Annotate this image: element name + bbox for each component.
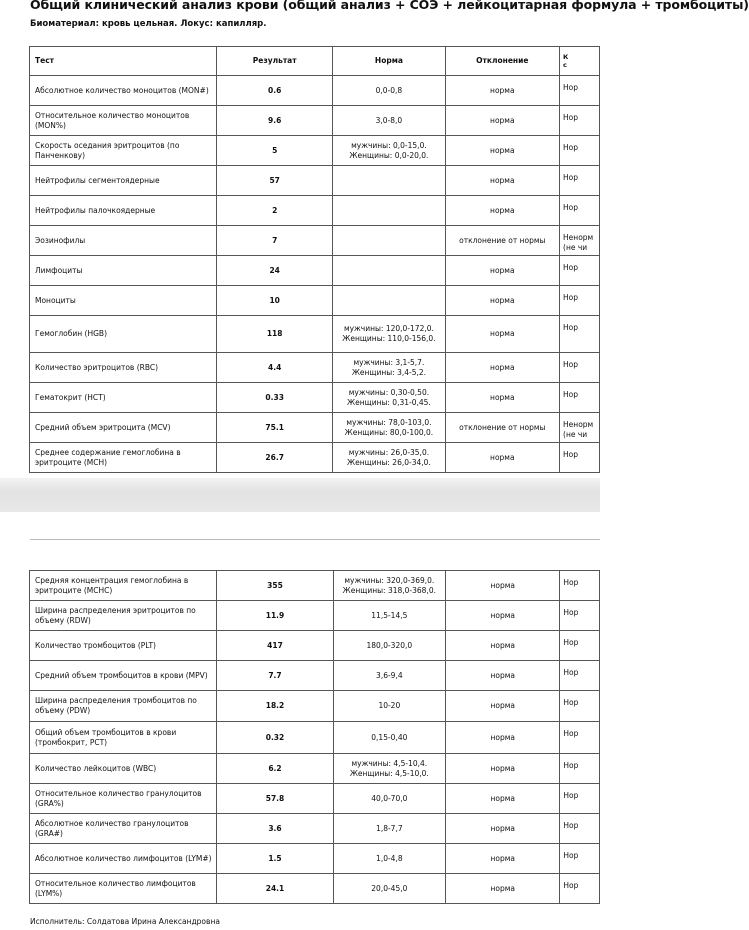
result-value-line: 7.7 xyxy=(268,670,282,680)
header-test: Тест xyxy=(30,47,217,76)
deviation-value-line: норма xyxy=(490,732,516,742)
deviation-value xyxy=(446,784,560,814)
result-value-line: 3.6 xyxy=(268,823,282,833)
result-value xyxy=(217,754,333,784)
comment-value-line: Нор xyxy=(563,360,579,369)
comment-value xyxy=(560,166,600,196)
test-name xyxy=(30,661,217,691)
table-row xyxy=(30,601,600,631)
deviation-value-line: норма xyxy=(490,640,516,650)
test-name-line: Нейтрофилы палочкоядерные xyxy=(35,205,156,215)
test-name xyxy=(30,136,217,166)
norm-value-line: мужчины: 0,0-15,0. xyxy=(351,140,427,150)
deviation-value-line: норма xyxy=(490,265,515,275)
test-name xyxy=(30,106,217,136)
comment-value xyxy=(560,443,600,473)
norm-value-line: 3,6-9,4 xyxy=(376,670,403,680)
norm-value-line: 11,5-14,5 xyxy=(371,610,408,620)
test-name-line: Общий объем тромбоцитов в крови (тромбокрит, PCT) xyxy=(35,727,177,747)
deviation-value xyxy=(446,691,560,722)
test-name-line: Моноциты xyxy=(35,295,76,305)
result-value xyxy=(217,443,333,473)
test-name xyxy=(30,196,217,226)
norm-value-line: 0,15-0,40 xyxy=(371,732,408,742)
results-table-page-1 xyxy=(29,46,600,473)
comment-value-line: Нор xyxy=(563,203,579,212)
table-row xyxy=(30,196,600,226)
comment-value-line: Нор xyxy=(563,83,579,92)
result-value xyxy=(217,413,333,443)
table-row xyxy=(30,166,600,196)
comment-value-line: Нор xyxy=(563,263,579,272)
table-row xyxy=(30,383,600,413)
norm-value xyxy=(333,691,446,722)
deviation-value xyxy=(445,166,559,196)
test-name-line: Количество лейкоцитов (WBC) xyxy=(35,763,157,773)
norm-value xyxy=(333,353,445,383)
result-value-line: 417 xyxy=(267,640,283,650)
comment-value xyxy=(560,226,600,256)
deviation-value xyxy=(446,601,560,631)
norm-value-line: мужчины: 3,1-5,7. xyxy=(353,357,425,367)
deviation-value-line: норма xyxy=(490,580,516,590)
table-row xyxy=(30,722,600,754)
result-value xyxy=(217,316,333,353)
comment-value xyxy=(560,784,600,814)
result-value xyxy=(217,136,333,166)
norm-value-line: 3,0-8,0 xyxy=(375,115,403,125)
deviation-value xyxy=(445,256,559,286)
comment-value-line: Нор xyxy=(563,450,579,459)
comment-value-line: Нор xyxy=(563,113,579,122)
comment-value xyxy=(560,76,600,106)
norm-value-line: мужчины: 4,5-10,4. xyxy=(351,758,428,768)
norm-value xyxy=(333,844,446,874)
test-name-line: Гематокрит (HCT) xyxy=(35,392,106,402)
test-name xyxy=(30,631,217,661)
norm-value xyxy=(333,106,445,136)
test-name xyxy=(30,601,217,631)
result-value-line: 4.4 xyxy=(268,362,282,372)
norm-value xyxy=(333,256,445,286)
result-value-line: 0.32 xyxy=(265,732,285,742)
table-row xyxy=(30,631,600,661)
norm-value-line: 0,0-0,8 xyxy=(375,85,403,95)
comment-value xyxy=(560,136,600,166)
test-name xyxy=(30,286,217,316)
report-page-2 xyxy=(0,512,600,930)
results-body-page-1 xyxy=(30,76,600,473)
table-row xyxy=(30,353,600,383)
norm-value-line: Женщины: 4,5-10,0. xyxy=(349,768,429,778)
norm-value-line: 10-20 xyxy=(378,701,401,710)
deviation-value-line: норма xyxy=(490,883,516,893)
result-value xyxy=(217,814,333,844)
norm-value-line: мужчины: 320,0-369,0. xyxy=(344,575,435,585)
deviation-value xyxy=(445,76,559,106)
result-value xyxy=(217,844,333,874)
norm-value-line: 1,0-4,8 xyxy=(376,853,403,863)
comment-value xyxy=(560,661,600,691)
norm-value xyxy=(333,196,445,226)
table-row xyxy=(30,844,600,874)
result-value-line: 18.2 xyxy=(265,701,285,710)
comment-value xyxy=(560,316,600,353)
header-result: Результат xyxy=(217,47,333,76)
result-value-line: 26.7 xyxy=(265,452,284,462)
comment-value xyxy=(560,754,600,784)
comment-value-line: (не чи xyxy=(563,430,588,439)
norm-value xyxy=(333,286,445,316)
result-value-line: 1.5 xyxy=(268,853,282,863)
table-row xyxy=(30,316,600,353)
comment-value-line: Нор xyxy=(563,851,579,860)
deviation-value-line: норма xyxy=(490,793,516,803)
table-row xyxy=(30,76,600,106)
deviation-value xyxy=(445,413,559,443)
test-name-line: Абсолютное количество гранулоцитов (GRA#) xyxy=(35,818,189,838)
test-name xyxy=(30,571,217,601)
table-row xyxy=(30,814,600,844)
norm-value xyxy=(333,443,445,473)
deviation-value-line: норма xyxy=(490,701,516,710)
test-name xyxy=(30,413,217,443)
result-value xyxy=(217,166,333,196)
norm-value xyxy=(333,754,446,784)
comment-value-line: Нор xyxy=(563,729,579,738)
result-value xyxy=(217,784,333,814)
test-name-line: Абсолютное количество моноцитов (MON#) xyxy=(35,85,209,95)
comment-value xyxy=(560,571,600,601)
comment-value-line: (не чи xyxy=(563,243,588,252)
test-name xyxy=(30,76,217,106)
deviation-value-line: норма xyxy=(490,362,515,372)
result-value xyxy=(217,691,333,722)
result-value-line: 57.8 xyxy=(265,793,285,803)
test-name-line: Среднее содержание гемоглобина в эритроците (MCH) xyxy=(35,447,181,467)
comment-value-line: Нор xyxy=(563,608,579,617)
deviation-value xyxy=(446,874,560,904)
deviation-value xyxy=(446,754,560,784)
test-name xyxy=(30,166,217,196)
result-value-line: 7 xyxy=(272,235,278,245)
test-name xyxy=(30,814,217,844)
result-value xyxy=(217,76,333,106)
test-name-line: Абсолютное количество лимфоцитов (LYM#) xyxy=(35,853,212,863)
comment-value-line: Нор xyxy=(563,578,579,587)
norm-value-line: Женщины: 80,0-100,0. xyxy=(344,427,434,437)
norm-value-line: 40,0-70,0 xyxy=(371,793,408,803)
deviation-value xyxy=(446,631,560,661)
result-value xyxy=(217,256,333,286)
result-value-line: 10 xyxy=(269,295,280,305)
comment-value-line: Нор xyxy=(563,698,579,707)
deviation-value-line: норма xyxy=(490,823,516,833)
comment-value-line: Нор xyxy=(563,791,579,800)
page-separator xyxy=(0,478,600,512)
result-value xyxy=(217,286,333,316)
result-value-line: 5 xyxy=(272,145,278,155)
norm-value xyxy=(333,76,445,106)
result-value-line: 0.6 xyxy=(268,85,282,95)
norm-value-line: 1,8-7,7 xyxy=(376,823,403,833)
header-extra-line1: К xyxy=(563,53,569,61)
test-name-line: Относительное количество моноцитов (MON%) xyxy=(35,110,190,130)
test-name xyxy=(30,226,217,256)
results-body-page-2 xyxy=(30,571,600,904)
test-name xyxy=(30,316,217,353)
table-row xyxy=(30,256,600,286)
result-value xyxy=(217,383,333,413)
norm-value xyxy=(333,814,446,844)
comment-value-line: Нор xyxy=(563,638,579,647)
result-value xyxy=(217,631,333,661)
performer-footer: Исполнитель: Солдатова Ирина Александровна xyxy=(30,917,220,926)
deviation-value xyxy=(445,316,559,353)
result-value-line: 11.9 xyxy=(265,610,285,620)
result-value xyxy=(217,353,333,383)
comment-value xyxy=(560,874,600,904)
deviation-value xyxy=(445,226,559,256)
table-row xyxy=(30,691,600,722)
test-name-line: Относительное количество лимфоцитов (LYM%) xyxy=(35,878,196,898)
norm-value-line: Женщины: 318,0-368,0. xyxy=(342,585,436,595)
test-name xyxy=(30,443,217,473)
norm-value-line: 20,0-45,0 xyxy=(371,883,408,893)
header-extra xyxy=(560,47,600,76)
test-name-line: Средний объем эритроцита (MCV) xyxy=(35,422,171,432)
result-value xyxy=(217,874,333,904)
deviation-value xyxy=(445,383,559,413)
norm-value-line: Женщины: 3,4-5,2. xyxy=(351,367,427,377)
result-value xyxy=(217,106,333,136)
table-row xyxy=(30,106,600,136)
comment-value-line: Нор xyxy=(563,668,579,677)
deviation-value-line: норма xyxy=(490,145,515,155)
norm-value-line: Женщины: 0,0-20,0. xyxy=(349,150,429,160)
comment-value xyxy=(560,691,600,722)
comment-value xyxy=(560,383,600,413)
result-value xyxy=(217,196,333,226)
test-name xyxy=(30,256,217,286)
table-row xyxy=(30,661,600,691)
result-value xyxy=(217,661,333,691)
norm-value xyxy=(333,784,446,814)
deviation-value-line: отклонение от нормы xyxy=(459,422,546,432)
norm-value-line: мужчины: 0,30-0,50. xyxy=(348,387,430,397)
deviation-value-line: норма xyxy=(490,392,515,402)
deviation-value xyxy=(446,571,560,601)
test-name-line: Нейтрофилы сегментоядерные xyxy=(35,175,160,185)
norm-value xyxy=(333,136,445,166)
result-value-line: 24 xyxy=(269,265,280,275)
deviation-value-line: норма xyxy=(490,763,516,773)
comment-value-line: Ненорм xyxy=(563,420,594,429)
norm-value-line: мужчины: 120,0-172,0. xyxy=(343,324,434,333)
deviation-value-line: норма xyxy=(490,85,515,95)
page-top-rule xyxy=(30,539,600,540)
comment-value xyxy=(560,286,600,316)
comment-value-line: Нор xyxy=(563,293,579,302)
norm-value xyxy=(333,601,446,631)
comment-value xyxy=(560,353,600,383)
result-value xyxy=(217,226,333,256)
norm-value xyxy=(333,413,445,443)
result-value-line: 118 xyxy=(266,329,283,338)
comment-value xyxy=(560,106,600,136)
deviation-value-line: норма xyxy=(490,452,515,462)
table-row xyxy=(30,571,600,601)
result-value-line: 0.33 xyxy=(265,392,284,402)
comment-value-line: Нор xyxy=(563,143,579,152)
deviation-value-line: норма xyxy=(490,329,515,338)
test-name-line: Средний объем тромбоцитов в крови (MPV) xyxy=(35,670,208,680)
result-value-line: 2 xyxy=(272,205,278,215)
comment-value xyxy=(560,256,600,286)
comment-value-line: Ненорм xyxy=(563,233,594,242)
test-name-line: Ширина распределения эритроцитов по объему (RDW) xyxy=(35,605,196,625)
deviation-value-line: норма xyxy=(490,295,515,305)
deviation-value-line: норма xyxy=(490,610,516,620)
norm-value xyxy=(333,166,445,196)
deviation-value-line: норма xyxy=(490,175,515,185)
norm-value xyxy=(333,874,446,904)
test-name xyxy=(30,691,217,722)
comment-value-line: Нор xyxy=(563,323,579,332)
test-name-line: Относительное количество гранулоцитов (GRA%) xyxy=(35,788,202,808)
norm-value xyxy=(333,722,446,754)
deviation-value-line: норма xyxy=(490,205,515,215)
norm-value-line: Женщины: 26,0-34,0. xyxy=(347,457,431,467)
norm-value xyxy=(333,226,445,256)
deviation-value xyxy=(445,353,559,383)
deviation-value xyxy=(445,443,559,473)
comment-value xyxy=(560,413,600,443)
comment-value-line: Нор xyxy=(563,173,579,182)
table-row xyxy=(30,754,600,784)
norm-value-line: мужчины: 78,0-103,0. xyxy=(346,417,432,427)
result-value-line: 57 xyxy=(269,175,280,185)
results-table-page-2 xyxy=(29,570,600,904)
result-value-line: 355 xyxy=(267,580,283,590)
norm-value xyxy=(333,661,446,691)
deviation-value xyxy=(446,722,560,754)
table-row xyxy=(30,874,600,904)
comment-value-line: Нор xyxy=(563,881,579,890)
document-subtitle: Биоматериал: кровь цельная. Локус: капилляр. xyxy=(30,19,267,29)
table-row xyxy=(30,136,600,166)
comment-value xyxy=(560,722,600,754)
header-deviation: Отклонение xyxy=(445,47,559,76)
norm-value-line: Женщины: 110,0-156,0. xyxy=(342,334,436,343)
comment-value-line: Нор xyxy=(563,821,579,830)
deviation-value xyxy=(445,196,559,226)
comment-value-line: Нор xyxy=(563,761,579,770)
result-value-line: 75.1 xyxy=(265,422,284,432)
test-name xyxy=(30,844,217,874)
result-value-line: 24.1 xyxy=(265,883,285,893)
test-name-line: Количество эритроцитов (RBC) xyxy=(35,362,159,372)
deviation-value-line: норма xyxy=(490,115,515,125)
deviation-value-line: норма xyxy=(490,853,516,863)
table-row xyxy=(30,443,600,473)
norm-value xyxy=(333,571,446,601)
test-name xyxy=(30,784,217,814)
deviation-value-line: отклонение от нормы xyxy=(459,235,546,245)
result-value xyxy=(217,722,333,754)
test-name-line: Средняя концентрация гемоглобина в эритроците (MCHC) xyxy=(35,575,189,595)
test-name-line: Ширина распределения тромбоцитов по объему (PDW) xyxy=(35,696,197,715)
norm-value-line: 180,0-320,0 xyxy=(366,640,413,650)
test-name xyxy=(30,874,217,904)
comment-value xyxy=(560,814,600,844)
deviation-value xyxy=(445,286,559,316)
test-name-line: Гемоглобин (HGB) xyxy=(35,329,107,338)
deviation-value-line: норма xyxy=(490,670,516,680)
test-name xyxy=(30,353,217,383)
table-row xyxy=(30,286,600,316)
table-row xyxy=(30,226,600,256)
test-name-line: Эозинофилы xyxy=(35,235,86,245)
header-extra-line2: с xyxy=(563,61,567,69)
comment-value-line: Нор xyxy=(563,390,579,399)
norm-value xyxy=(333,631,446,661)
table-header-row xyxy=(30,47,600,76)
test-name-line: Скорость оседания эритроцитов (по Панченкову) xyxy=(35,140,180,160)
result-value xyxy=(217,571,333,601)
table-row xyxy=(30,413,600,443)
test-name xyxy=(30,754,217,784)
table-row xyxy=(30,784,600,814)
result-value-line: 6.2 xyxy=(268,763,282,773)
result-value xyxy=(217,601,333,631)
norm-value-line: Женщины: 0,31-0,45. xyxy=(347,397,431,407)
deviation-value xyxy=(446,661,560,691)
norm-value xyxy=(333,383,445,413)
deviation-value xyxy=(446,814,560,844)
document-title: Общий клинический анализ крови (общий анализ + СОЭ + лейкоцитарная формула + тромбоциты) xyxy=(30,0,749,12)
deviation-value xyxy=(446,844,560,874)
test-name xyxy=(30,722,217,754)
test-name-line: Лимфоциты xyxy=(35,265,83,275)
test-name xyxy=(30,383,217,413)
result-value-line: 9.6 xyxy=(268,115,282,125)
norm-value xyxy=(333,316,445,353)
deviation-value xyxy=(445,136,559,166)
header-norm: Норма xyxy=(333,47,445,76)
norm-value-line: мужчины: 26,0-35,0. xyxy=(348,447,430,457)
comment-value xyxy=(560,844,600,874)
deviation-value xyxy=(445,106,559,136)
comment-value xyxy=(560,631,600,661)
comment-value xyxy=(560,196,600,226)
test-name-line: Количество тромбоцитов (PLT) xyxy=(35,640,156,650)
comment-value xyxy=(560,601,600,631)
